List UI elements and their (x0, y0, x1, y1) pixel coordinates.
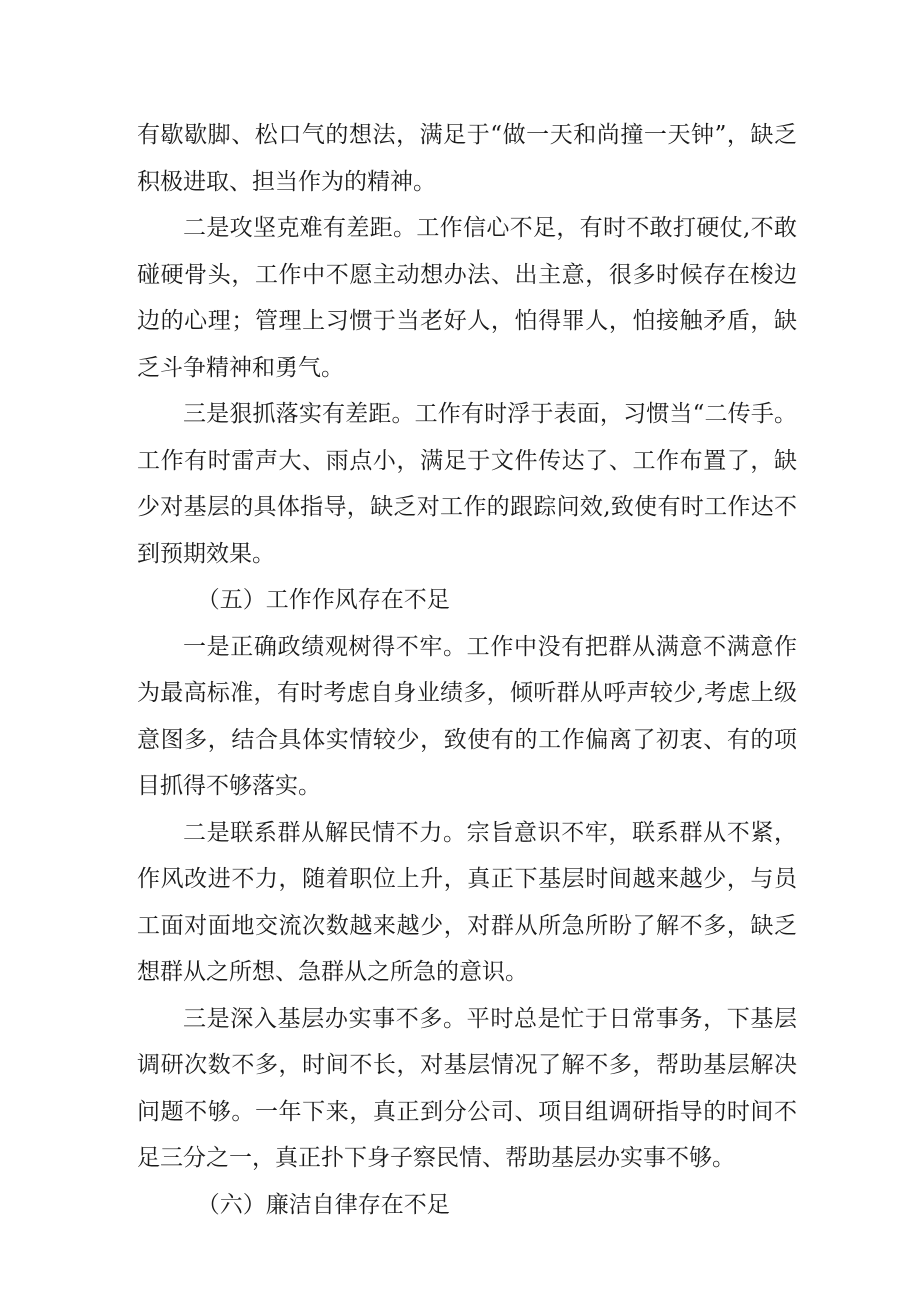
document-body (137, 112, 797, 1228)
paragraph-performance-view: 一是正确政绩观树得不牢。工作中没有把群从满意不满意作为最高标准，有时考虑自身业绩多，倾听群从呼声较少,考虑上级意图多，结合具体实情较少，致使有的工作偏离了初衷、有的项目抓得不够落实。 (137, 633, 797, 799)
paragraph-continuation: 有歇歇脚、松口气的想法，满足于“做一天和尚撞一天钟”，缺乏积极进取、担当作为的精神。 (137, 122, 797, 195)
section-heading-integrity: （六）廉洁自律存在不足 (196, 1191, 450, 1218)
paragraph-implementation: 三是狠抓落实有差距。工作有时浮于表面，习惯当“二传手。工作有时雷声大、雨点小，满足于文件传达了、工作布置了，缺少对基层的具体指导，缺乏对工作的跟踪问效,致使有时工作达不到预期效果。 (137, 401, 797, 567)
paragraph-contact-masses: 二是联系群从解民情不力。宗旨意识不牢，联系群从不紧，作风改进不力，随着职位上升，真正下基层时间越来越少，与员工面对面地交流次数越来越少，对群从所急所盼了解不多，缺乏想群从之所想、急群从之所急的意识。 (137, 819, 797, 985)
section-heading-work-style: （五）工作作风存在不足 (196, 587, 450, 613)
paragraph-tackling-difficulties: 二是攻坚克难有差距。工作信心不足，有时不敢打硬仗,不敢碰硬骨头，工作中不愿主动想办法、出主意，很多时候存在梭边边的心理；管理上习惯于当老好人，怕得罪人，怕接触矛盾，缺乏斗争精神和勇气。 (137, 215, 797, 381)
paragraph-grassroots: 三是深入基层办实事不多。平时总是忙于日常事务，下基层调研次数不多，时间不长，对基层情况了解不多，帮助基层解决问题不够。一年下来，真正到分公司、项目组调研指导的时间不足三分之一，真正扑下身子察民情、帮助基层办实事不够。 (137, 1005, 797, 1171)
